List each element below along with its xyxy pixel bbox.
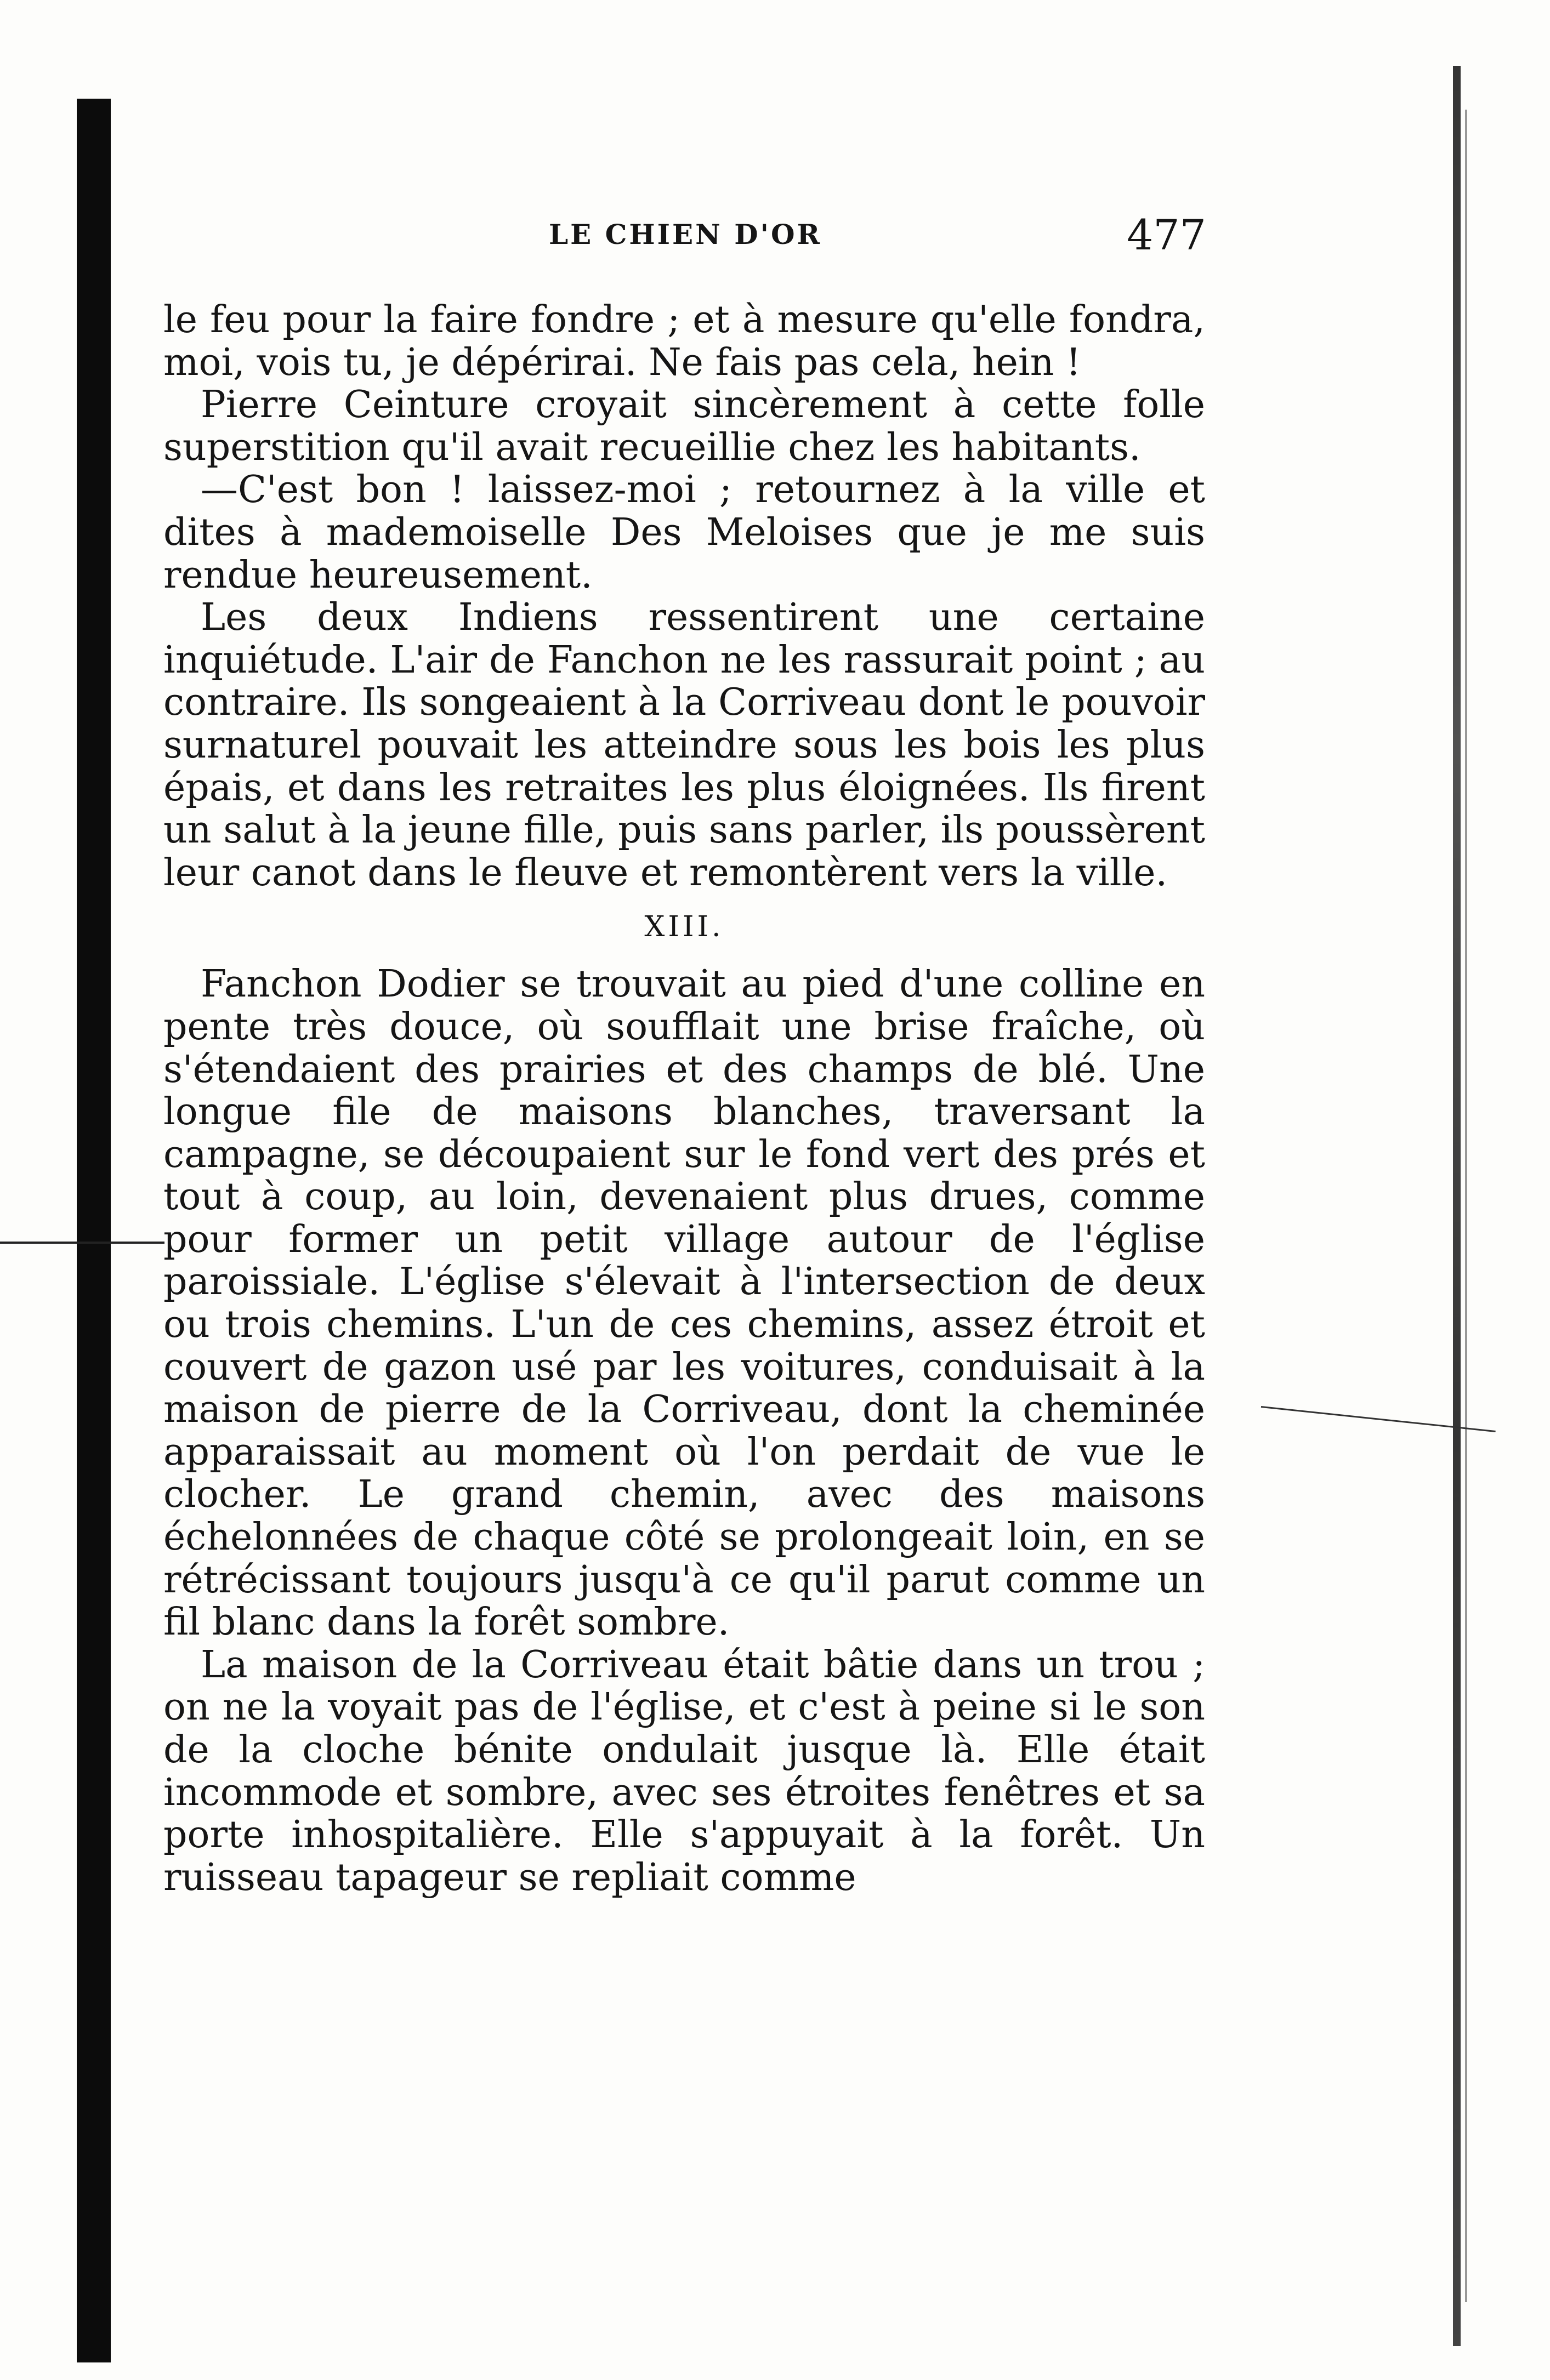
section-heading: XIII. <box>644 910 724 944</box>
body-text <box>163 299 1205 1899</box>
paragraph: le feu pour la faire fondre ; et à mesure qu'elle fondra, moi, vois tu, je dépérirai. Ne fais pas cela, hein ! <box>163 298 1205 384</box>
paragraph: —C'est bon ! laissez-moi ; retournez à la ville et dites à mademoiselle Des Meloises que je me suis rendue heureusement. <box>163 468 1205 597</box>
scan-artifact-line <box>0 1242 164 1244</box>
paragraph: Fanchon Dodier se trouvait au pied d'une colline en pente très douce, où soufflait une brise fraîche, où s'étendaient des prairies et des champs de blé. Une longue file de maisons blanches, traversant la campagne, se découpaient sur le fond vert des prés et tout à coup, au loin, devenaient plus drues, comme pour former un petit village autour de l'église paroissiale. L'église s'élevait à l'intersection de deux ou trois chemins. L'un de ces chemins, assez étroit et couvert de gazon usé par les voitures, conduisait à la maison de pierre de la Corriveau, dont la cheminée apparaissait au moment où l'on perdait de vue le clocher. Le grand chemin, avec des maisons échelonnées de chaque côté se prolongeait loin, en se rétrécissant toujours jusqu'à ce qu'il parut comme un fil blanc dans la forêt sombre. <box>163 963 1205 1644</box>
page-edge-shadow <box>1453 66 1461 2346</box>
page-header <box>164 210 1206 267</box>
page-number: 477 <box>1126 210 1206 259</box>
binding-shadow <box>77 99 111 2362</box>
paragraph: Les deux Indiens ressentirent une certaine inquiétude. L'air de Fanchon ne les rassurait point ; au contraire. Ils songeaient à la Corriveau dont le pouvoir surnaturel pouvait les atteindre sous les bois les plus épais, et dans les retraites les plus éloignées. Ils firent un salut à la jeune fille, puis sans parler, ils poussèrent leur canot dans le fleuve et remontèrent vers la ville. <box>163 596 1205 895</box>
running-title: LE CHIEN D'OR <box>548 218 822 250</box>
page-edge-line <box>1465 110 1467 2302</box>
paragraph: Pierre Ceinture croyait sincèrement à cette folle superstition qu'il avait recueillie chez les habitants. <box>163 383 1205 469</box>
paragraph: La maison de la Corriveau était bâtie dans un trou ; on ne la voyait pas de l'église, et c'est à peine si le son de la cloche bénite ondulait jusque là. Elle était incommode et sombre, avec ses étroites fenêtres et sa porte inhospitalière. Elle s'appuyait à la forêt. Un ruisseau tapageur se repliait comme <box>163 1643 1205 1899</box>
